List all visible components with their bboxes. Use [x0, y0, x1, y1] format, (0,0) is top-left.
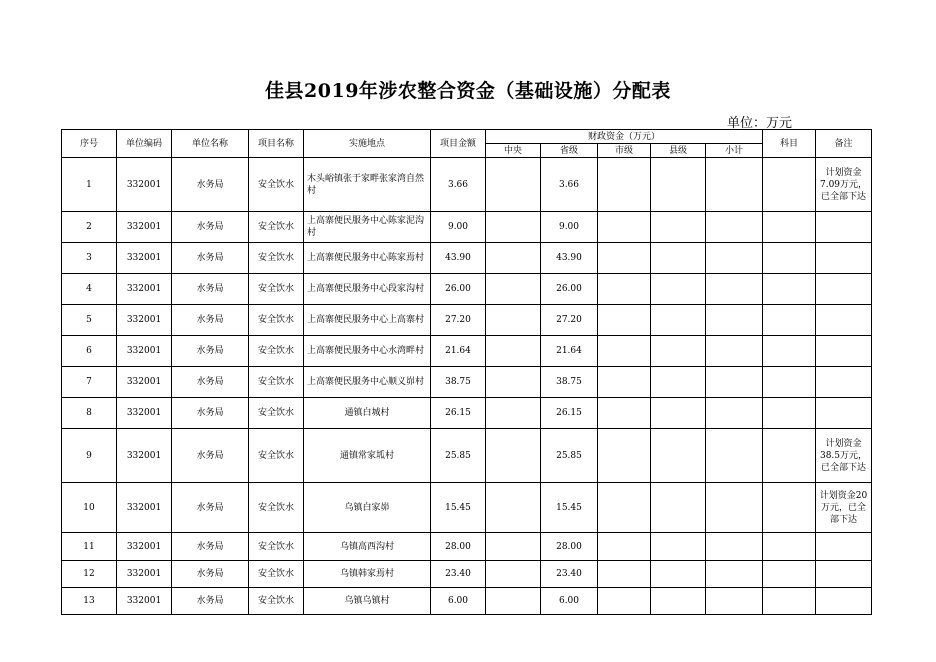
cell-provincial: 38.75	[541, 367, 598, 398]
cell-amount: 21.64	[431, 336, 486, 367]
table-row	[62, 274, 872, 305]
cell-unit-code: 332001	[117, 367, 172, 398]
cell-unit-name: 水务局	[172, 243, 249, 274]
cell-location: 上高寨便民服务中心水湾畔村	[304, 336, 431, 367]
cell-seq: 9	[62, 429, 117, 483]
cell-unit-code: 332001	[117, 305, 172, 336]
cell-subject	[763, 243, 816, 274]
header-unit-name: 单位名称	[172, 130, 249, 158]
header-city: 市级	[598, 144, 651, 158]
cell-central	[486, 367, 541, 398]
cell-subject	[763, 212, 816, 243]
cell-subtotal	[706, 274, 763, 305]
cell-city	[598, 398, 651, 429]
cell-unit-name: 水务局	[172, 483, 249, 533]
cell-subject	[763, 483, 816, 533]
cell-amount: 3.66	[431, 158, 486, 212]
cell-county	[651, 588, 706, 615]
cell-county	[651, 483, 706, 533]
cell-provincial: 27.20	[541, 305, 598, 336]
cell-location: 通镇白城村	[304, 398, 431, 429]
cell-provincial: 3.66	[541, 158, 598, 212]
cell-central	[486, 243, 541, 274]
table-row	[62, 243, 872, 274]
cell-remark	[816, 212, 872, 243]
header-amount: 项目金额	[431, 130, 486, 158]
page-title: 佳县2019年涉农整合资金（基础设施）分配表	[265, 80, 671, 102]
cell-seq: 12	[62, 561, 117, 588]
cell-project-name: 安全饮水	[249, 483, 304, 533]
cell-remark: 计划资金7.09万元，已全部下达	[816, 158, 872, 212]
cell-provincial: 9.00	[541, 212, 598, 243]
cell-remark	[816, 398, 872, 429]
cell-amount: 15.45	[431, 483, 486, 533]
cell-subtotal	[706, 243, 763, 274]
cell-unit-name: 水务局	[172, 305, 249, 336]
cell-city	[598, 533, 651, 561]
cell-seq: 2	[62, 212, 117, 243]
cell-subtotal	[706, 429, 763, 483]
cell-central	[486, 588, 541, 615]
cell-county	[651, 533, 706, 561]
cell-unit-name: 水务局	[172, 429, 249, 483]
cell-county	[651, 243, 706, 274]
cell-city	[598, 588, 651, 615]
cell-location: 上高寨便民服务中心陈家焉村	[304, 243, 431, 274]
cell-provincial: 6.00	[541, 588, 598, 615]
cell-seq: 6	[62, 336, 117, 367]
table-row	[62, 367, 872, 398]
table-row	[62, 429, 872, 483]
header-subtotal: 小计	[706, 144, 763, 158]
header-row-1	[62, 130, 872, 144]
cell-city	[598, 274, 651, 305]
cell-county	[651, 305, 706, 336]
cell-project-name: 安全饮水	[249, 429, 304, 483]
cell-unit-code: 332001	[117, 336, 172, 367]
cell-remark	[816, 561, 872, 588]
cell-unit-name: 水务局	[172, 158, 249, 212]
header-remark: 备注	[816, 130, 872, 158]
cell-amount: 26.15	[431, 398, 486, 429]
cell-subtotal	[706, 305, 763, 336]
cell-subject	[763, 336, 816, 367]
cell-central	[486, 429, 541, 483]
cell-city	[598, 429, 651, 483]
cell-provincial: 43.90	[541, 243, 598, 274]
cell-project-name: 安全饮水	[249, 588, 304, 615]
cell-central	[486, 398, 541, 429]
cell-project-name: 安全饮水	[249, 336, 304, 367]
cell-unit-code: 332001	[117, 483, 172, 533]
cell-amount: 9.00	[431, 212, 486, 243]
cell-provincial: 26.00	[541, 274, 598, 305]
cell-location: 乌镇韩家焉村	[304, 561, 431, 588]
cell-location: 乌镇高西沟村	[304, 533, 431, 561]
cell-project-name: 安全饮水	[249, 212, 304, 243]
header-project-name: 项目名称	[249, 130, 304, 158]
cell-unit-code: 332001	[117, 243, 172, 274]
cell-location: 上高寨便民服务中心陈家泥沟村	[304, 212, 431, 243]
cell-remark: 计划资金38.5万元，已全部下达	[816, 429, 872, 483]
header-provincial: 省级	[541, 144, 598, 158]
cell-location: 乌镇乌镇村	[304, 588, 431, 615]
cell-remark	[816, 274, 872, 305]
cell-central	[486, 533, 541, 561]
cell-subtotal	[706, 483, 763, 533]
cell-county	[651, 336, 706, 367]
cell-city	[598, 367, 651, 398]
cell-county	[651, 398, 706, 429]
table-row	[62, 336, 872, 367]
cell-location: 上高寨便民服务中心顺义峁村	[304, 367, 431, 398]
cell-project-name: 安全饮水	[249, 274, 304, 305]
cell-provincial: 26.15	[541, 398, 598, 429]
cell-location: 乌镇白家峁	[304, 483, 431, 533]
cell-amount: 6.00	[431, 588, 486, 615]
cell-county	[651, 561, 706, 588]
cell-city	[598, 305, 651, 336]
cell-county	[651, 429, 706, 483]
cell-subtotal	[706, 398, 763, 429]
cell-subtotal	[706, 533, 763, 561]
cell-subtotal	[706, 158, 763, 212]
unit-label: 单位：万元	[727, 116, 793, 131]
cell-central	[486, 561, 541, 588]
cell-city	[598, 483, 651, 533]
cell-unit-code: 332001	[117, 429, 172, 483]
cell-unit-code: 332001	[117, 533, 172, 561]
cell-seq: 8	[62, 398, 117, 429]
cell-project-name: 安全饮水	[249, 367, 304, 398]
header-fiscal-group: 财政资金（万元）	[486, 130, 763, 144]
table-row	[62, 588, 872, 615]
cell-project-name: 安全饮水	[249, 158, 304, 212]
cell-city	[598, 561, 651, 588]
cell-location: 上高寨便民服务中心段家沟村	[304, 274, 431, 305]
cell-unit-code: 332001	[117, 561, 172, 588]
table-row	[62, 561, 872, 588]
table-row	[62, 158, 872, 212]
cell-subtotal	[706, 336, 763, 367]
cell-provincial: 28.00	[541, 533, 598, 561]
cell-subject	[763, 533, 816, 561]
cell-remark	[816, 533, 872, 561]
cell-central	[486, 305, 541, 336]
cell-county	[651, 367, 706, 398]
cell-project-name: 安全饮水	[249, 243, 304, 274]
cell-subtotal	[706, 212, 763, 243]
cell-provincial: 15.45	[541, 483, 598, 533]
table-row	[62, 212, 872, 243]
cell-subject	[763, 588, 816, 615]
cell-seq: 13	[62, 588, 117, 615]
cell-unit-name: 水务局	[172, 398, 249, 429]
table-row	[62, 533, 872, 561]
cell-project-name: 安全饮水	[249, 305, 304, 336]
cell-unit-name: 水务局	[172, 588, 249, 615]
cell-seq: 1	[62, 158, 117, 212]
cell-subtotal	[706, 561, 763, 588]
header-location: 实施地点	[304, 130, 431, 158]
cell-unit-code: 332001	[117, 212, 172, 243]
cell-county	[651, 212, 706, 243]
cell-subtotal	[706, 367, 763, 398]
header-county: 县级	[651, 144, 706, 158]
cell-unit-code: 332001	[117, 398, 172, 429]
cell-seq: 3	[62, 243, 117, 274]
cell-subject	[763, 305, 816, 336]
cell-unit-code: 332001	[117, 274, 172, 305]
cell-location: 上高寨便民服务中心上高寨村	[304, 305, 431, 336]
cell-amount: 25.85	[431, 429, 486, 483]
table-row	[62, 398, 872, 429]
cell-city	[598, 158, 651, 212]
cell-provincial: 23.40	[541, 561, 598, 588]
cell-central	[486, 212, 541, 243]
cell-unit-name: 水务局	[172, 336, 249, 367]
table-row	[62, 483, 872, 533]
allocation-table	[61, 129, 872, 615]
cell-central	[486, 336, 541, 367]
table-row	[62, 305, 872, 336]
cell-city	[598, 336, 651, 367]
cell-seq: 4	[62, 274, 117, 305]
cell-subject	[763, 429, 816, 483]
cell-amount: 43.90	[431, 243, 486, 274]
cell-unit-name: 水务局	[172, 212, 249, 243]
cell-subject	[763, 561, 816, 588]
cell-remark	[816, 336, 872, 367]
cell-central	[486, 483, 541, 533]
cell-unit-name: 水务局	[172, 533, 249, 561]
cell-project-name: 安全饮水	[249, 398, 304, 429]
cell-unit-code: 332001	[117, 588, 172, 615]
cell-seq: 10	[62, 483, 117, 533]
header-subject: 科目	[763, 130, 816, 158]
cell-seq: 7	[62, 367, 117, 398]
cell-seq: 5	[62, 305, 117, 336]
cell-unit-name: 水务局	[172, 561, 249, 588]
cell-city	[598, 212, 651, 243]
cell-amount: 28.00	[431, 533, 486, 561]
cell-central	[486, 274, 541, 305]
cell-remark	[816, 243, 872, 274]
cell-provincial: 21.64	[541, 336, 598, 367]
cell-subject	[763, 158, 816, 212]
cell-subject	[763, 367, 816, 398]
header-central: 中央	[486, 144, 541, 158]
cell-project-name: 安全饮水	[249, 561, 304, 588]
cell-unit-name: 水务局	[172, 274, 249, 305]
cell-central	[486, 158, 541, 212]
cell-county	[651, 158, 706, 212]
cell-city	[598, 243, 651, 274]
cell-seq: 11	[62, 533, 117, 561]
cell-remark	[816, 305, 872, 336]
cell-subject	[763, 398, 816, 429]
cell-unit-code: 332001	[117, 158, 172, 212]
header-unit-code: 单位编码	[117, 130, 172, 158]
cell-remark: 计划资金20万元，已全部下达	[816, 483, 872, 533]
cell-subtotal	[706, 588, 763, 615]
cell-amount: 27.20	[431, 305, 486, 336]
cell-amount: 26.00	[431, 274, 486, 305]
cell-amount: 38.75	[431, 367, 486, 398]
cell-remark	[816, 367, 872, 398]
cell-amount: 23.40	[431, 561, 486, 588]
cell-remark	[816, 588, 872, 615]
cell-project-name: 安全饮水	[249, 533, 304, 561]
cell-location: 木头峪镇张于家畔张家湾自然村	[304, 158, 431, 212]
cell-county	[651, 274, 706, 305]
cell-subject	[763, 274, 816, 305]
cell-unit-name: 水务局	[172, 367, 249, 398]
cell-provincial: 25.85	[541, 429, 598, 483]
cell-location: 通镇常家坬村	[304, 429, 431, 483]
header-seq: 序号	[62, 130, 117, 158]
